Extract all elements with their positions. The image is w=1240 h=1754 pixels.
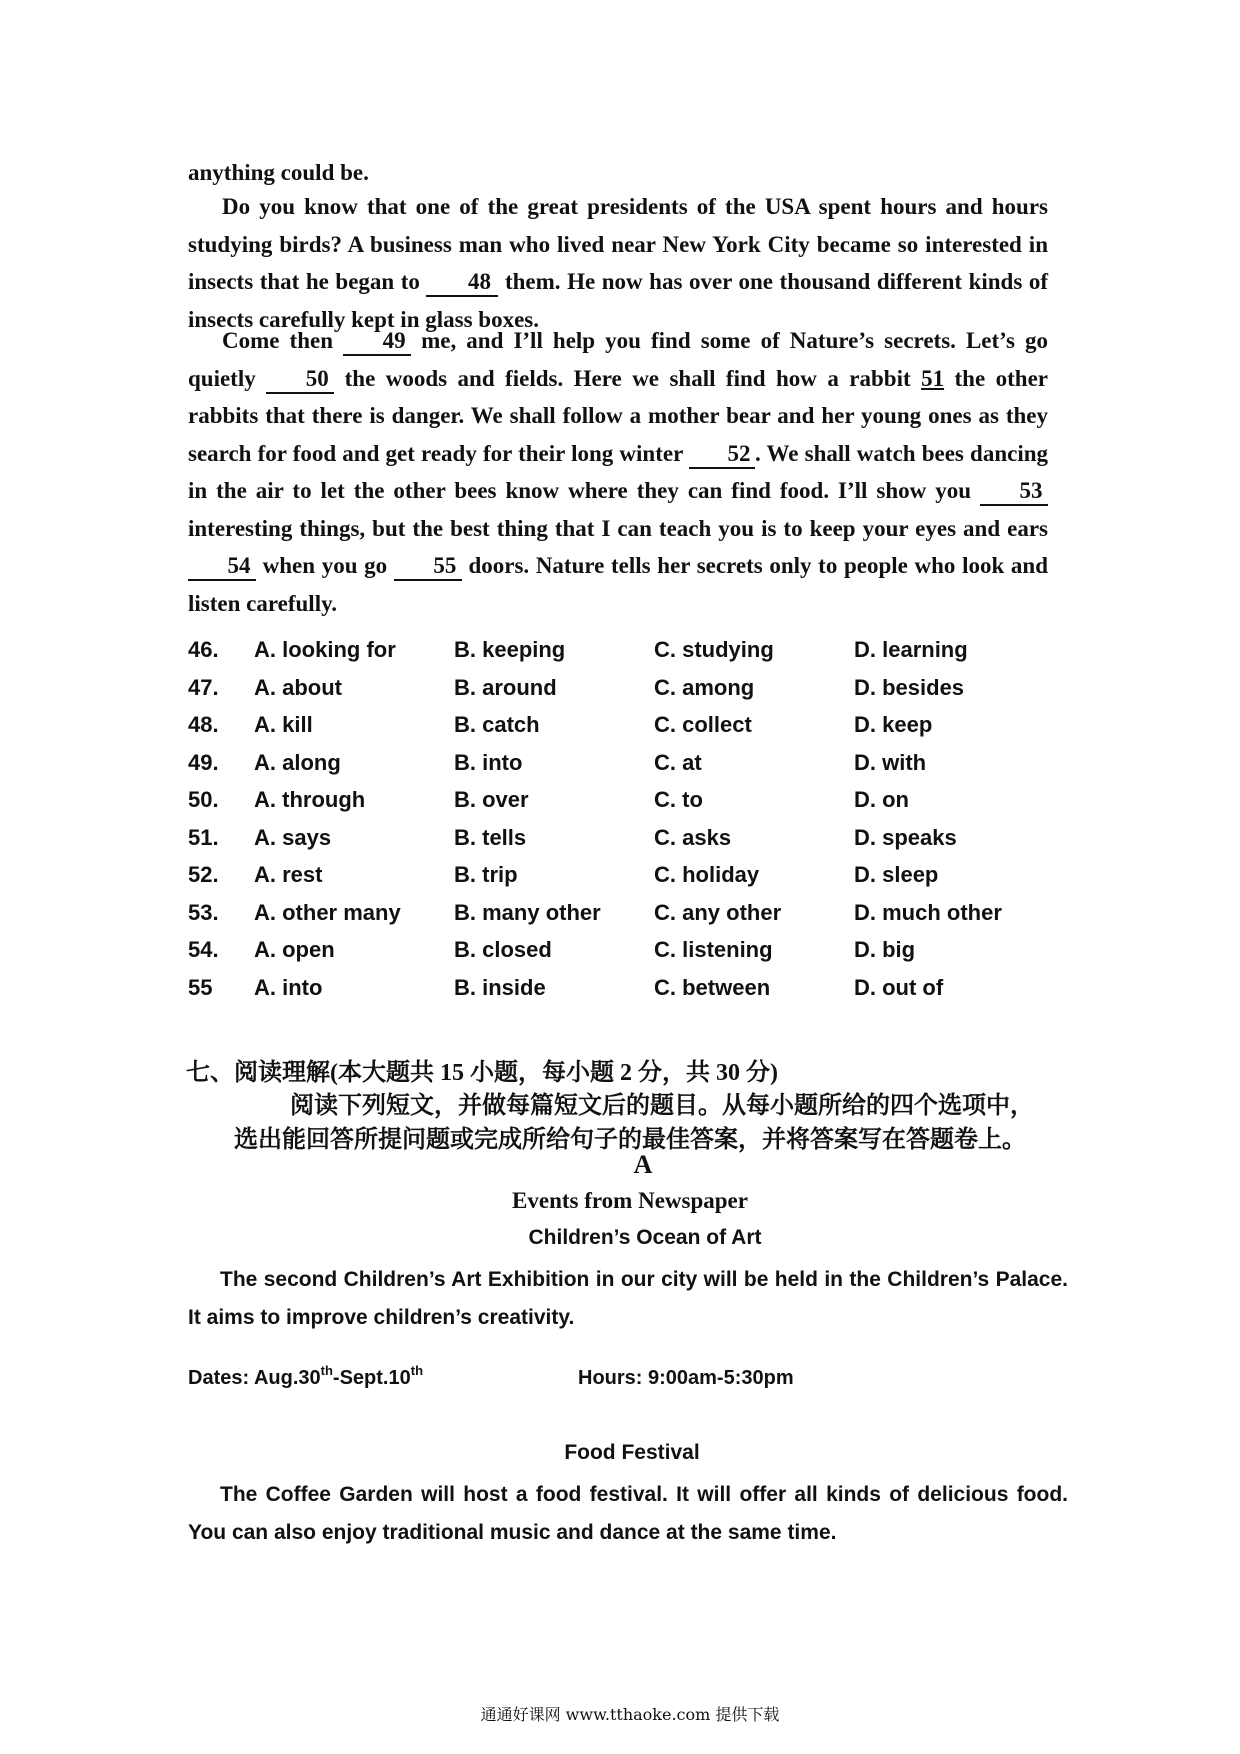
option-a: A. rest (254, 862, 323, 887)
blank-53: 53 (980, 478, 1048, 506)
blank-52: 52 (689, 441, 755, 469)
food-title: Food Festival (564, 1441, 700, 1464)
option-c: C. asks (654, 824, 732, 850)
blank-51: 51 (921, 365, 945, 391)
instruction-line-1: 阅读下列短文，并做每篇短文后的题目。从每小题所给的四个选项中， (290, 1093, 1034, 1119)
option-row (188, 637, 1068, 675)
option-c: C. between (654, 974, 771, 1000)
option-a: A. looking for (254, 637, 396, 662)
art-title: Children’s Ocean of Art (528, 1226, 762, 1249)
p2-text-d: the other rabbits that there is danger. We shall follow a mother bear and her young ones as they search for food and get ready for their long winter (188, 365, 1048, 466)
option-c: C. any other (654, 899, 782, 925)
question-number: 50. (188, 787, 219, 812)
art-body (188, 1261, 1068, 1336)
food-body (188, 1476, 1068, 1551)
option-c: C. among (654, 674, 755, 700)
option-a: A. through (254, 787, 366, 812)
option-d: D. out of (854, 974, 944, 1000)
option-c: C. listening (654, 937, 773, 962)
p1-text-a: Do you know that one of the great presidents of the USA spent hours and hours studying birds? A business man who lived near New York City became so interested in insects that he began to (188, 194, 1048, 294)
option-b: B. closed (454, 937, 552, 962)
option-d: D. learning (854, 637, 968, 662)
option-row (188, 862, 1068, 900)
passage-paragraph-2 (188, 322, 1048, 622)
option-b: B. trip (454, 862, 518, 887)
dates-mid: -Sept.10 (332, 1367, 411, 1389)
question-number: 53. (188, 899, 219, 925)
option-a: A. kill (254, 712, 313, 737)
option-b: B. into (454, 749, 523, 775)
option-c: C. to (654, 787, 703, 812)
p2-text-g: when you go (256, 553, 394, 578)
option-row (188, 787, 1068, 825)
option-row (188, 712, 1068, 750)
option-a: A. other many (254, 899, 401, 925)
passage-line0-text: anything could be. (188, 160, 369, 185)
option-row (188, 937, 1068, 975)
option-a: A. about (254, 674, 342, 700)
passage-paragraph-1 (188, 188, 1048, 338)
blank-54: 54 (188, 553, 256, 581)
blank-55: 55 (394, 553, 462, 581)
food-body-text: The Coffee Garden will host a food festival. It will offer all kinds of delicious food. You can also enjoy traditional music and dance at the same time. (188, 1483, 1068, 1544)
dates-sup-2: th (410, 1363, 424, 1378)
art-hours: Hours: 9:00am-5:30pm (578, 1367, 794, 1389)
option-row (188, 975, 1068, 1013)
option-c: C. holiday (654, 862, 760, 887)
art-body-text: The second Children’s Art Exhibition in our city will be held in the Children’s Palace. It aims to improve children’s creativity. (188, 1268, 1068, 1329)
p2-text-c: the woods and fields. Here we shall find how a rabbit (334, 365, 922, 391)
part-label: A (633, 1150, 653, 1179)
question-number: 55 (188, 974, 213, 1000)
option-d: D. sleep (854, 862, 939, 887)
option-row (188, 750, 1068, 788)
question-number: 54. (188, 937, 219, 962)
question-number: 49. (188, 749, 219, 775)
option-a: A. open (254, 937, 335, 962)
option-b: B. many other (454, 899, 601, 925)
footer-text: 通通好课网 www.tthaoke.com 提供下载 (480, 1705, 780, 1724)
option-a: A. says (254, 824, 332, 850)
question-number: 52. (188, 862, 219, 887)
section-heading: 七、阅读理解(本大题共 15 小题，每小题 2 分，共 30 分) (186, 1060, 778, 1086)
option-c: C. collect (654, 712, 752, 737)
dates-label: Dates: Aug.30 (188, 1367, 321, 1389)
p2-text-e: . We shall watch bees dancing in the air to let the other bees know where they can find food. I’ll show you (188, 440, 1048, 503)
option-d: D. besides (854, 674, 965, 700)
p2-text-b: me, and I’ll help you find some of Nature’s secrets. Let’s go quietly (188, 328, 1048, 391)
option-d: D. on (854, 787, 909, 812)
dates-sup-1: th (320, 1363, 333, 1378)
option-c: C. studying (654, 637, 774, 662)
option-row (188, 900, 1068, 938)
option-a: A. along (254, 749, 341, 775)
option-d: D. much other (854, 899, 1002, 925)
option-d: D. with (854, 749, 927, 775)
question-number: 46. (188, 637, 219, 662)
blank-49: 49 (343, 328, 411, 356)
question-number: 48. (188, 712, 219, 737)
option-b: B. catch (454, 712, 540, 737)
events-title: Events from Newspaper (512, 1188, 748, 1213)
option-d: D. big (854, 937, 916, 962)
question-number: 51. (188, 824, 219, 850)
options-table (188, 637, 1068, 1012)
blank-50: 50 (266, 366, 334, 394)
option-d: D. speaks (854, 824, 957, 850)
p2-text-h: doors. Nature tells her secrets only to people who look and listen carefully. (188, 553, 1049, 616)
art-dates (188, 1363, 424, 1390)
blank-48: 48 (426, 269, 498, 297)
option-d: D. keep (854, 712, 933, 737)
option-b: B. keeping (454, 637, 566, 662)
option-row (188, 675, 1068, 713)
option-c: C. at (654, 749, 702, 775)
question-number: 47. (188, 674, 219, 700)
option-row (188, 825, 1068, 863)
instruction-line-2: 选出能回答所提问题或完成所给句子的最佳答案，并将答案写在答题卷上。 (234, 1127, 1026, 1153)
option-b: B. inside (454, 974, 546, 1000)
option-a: A. into (254, 974, 323, 1000)
option-b: B. around (454, 674, 557, 700)
option-b: B. tells (454, 824, 527, 850)
option-b: B. over (454, 787, 529, 812)
p2-text-f: interesting things, but the best thing that I can teach you is to keep your eyes and ears (188, 515, 1048, 541)
p2-text-a: Come then (222, 328, 344, 353)
p1-text-b: them. He now has over one thousand different kinds of insects carefully kept in glass boxes. (188, 269, 1048, 332)
passage-line-0 (188, 154, 1048, 192)
